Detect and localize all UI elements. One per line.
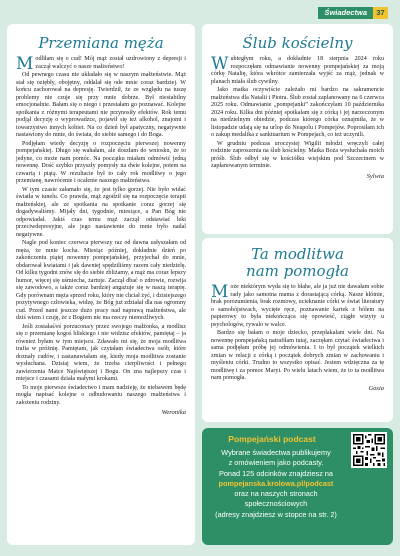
story-title: Przemiana męża <box>38 34 164 52</box>
story-title <box>211 246 384 280</box>
podcast-line: oraz na naszych stronach <box>234 489 318 499</box>
story-signature: Sylwia <box>366 172 384 180</box>
story-paragraph: W grudniu podczas uroczystej Wigilii młodzi wręczyli całej rodzinie zaproszenia na ślub kościelny. Matka Boża wysłuchała moich próśb. Ślub odbył się w kościółku wiejskim pod Szczecinem w zapłanowanym terminie. <box>211 140 384 169</box>
title-line: Ta modlitwa <box>251 245 344 263</box>
story-paragraph: Może niektórym wyda się to błahe, ale ja już nie dawałam sobie rady jako samotna mama z dorastającą córką. Nasze kłótnie, brak porozumienia, brak rozmowy, ucieknanie córki w świat literatury o samobójstwach, wycięte ręce, poznawanie kartek z bólem na papierowy to była niekończąca się opowieść, ciągłe wizyty u psychologów, rywalo w walce. <box>211 282 384 328</box>
story-body <box>16 56 186 407</box>
drop-cap: M <box>211 282 229 302</box>
podcast-text <box>206 448 346 520</box>
podcast-line: społecznościowych <box>244 499 308 509</box>
story-body <box>211 284 384 383</box>
page-number: 37 <box>373 7 388 19</box>
story-signature: Weronika <box>161 409 186 416</box>
podcast-title: Pompejański podcast <box>228 434 316 444</box>
podcast-url-link[interactable]: pompejanska.krolowa.pl/podcast <box>218 478 334 488</box>
story-paragraph: Wubiegłym roku, a dokładnie 18 sierpnia 2024 roku rozpoczęłam odmawianie nowenny pompejańskiej za moją córkę Natalię, która wkrótce zamierzała wyjść za mąż, jednak w planach miała ślub cywilny. <box>211 54 384 85</box>
drop-cap: W <box>211 54 229 74</box>
story-paragraph: Modliłam się o cud! Mój mąż został uzdrowiony z depresji i zaczął walczyć o nasze małżeństwo! <box>16 54 186 74</box>
testimony-card-slub <box>202 24 393 234</box>
qr-code-icon[interactable] <box>351 432 387 468</box>
podcast-line: (adresy znajdziesz w stopce na str. 2) <box>215 509 337 519</box>
story-paragraph: Jako matka oczywiście zależało mi bardzo na sakramencie małżeństwa dla Natalii i Piotra. Ślub został zaplanowany na 6 czerwca 2025 roku. Odmawianie „pompejanki” zakończyłam 10 października 2024 roku. Kilka dni później spotkałam się z córką i jej narzeczonym na niedzielnym obiedzie, podczas którego córka oznajmiła, że w listopadzie udają się na urlop do Neapolu i Pompejów. Poprosiłam ich o zakup medalika z sanktuarium w Pompejach, co też uczynili. <box>211 87 384 138</box>
podcast-line: z omówieniem jako podcasty. <box>228 458 324 468</box>
podcast-line: Ponad 125 odcinków znajdziesz na <box>219 468 333 478</box>
story-paragraph: Podjęłam wtedy decyzję o rozpoczęciu pierwszej nowenny pompejańskiej. Długo się wahałam, ale doszłam do wniosku, że to jedyne, co może nam pomóc. Na początku miałam odmówić jedną nowennę. Dość szybko przyszły pomysły na dwie kolejne, potem na czwartą i piątą. W rezultacie był to cały rok modlitwy o jego przemianę, nawrócenie i ocalenie naszego małżeństwa. <box>16 140 186 184</box>
podcast-box <box>202 428 393 545</box>
testimony-card-przemiana <box>7 24 195 545</box>
story-body <box>211 56 384 171</box>
story-paragraph: To moje pierwsze świadectwo i mam nadzieję, że niebawem będę mogła napisać kolejne o odbudowaniu naszego małżeństwa i założeniu rodziny. <box>16 384 186 406</box>
page-header <box>0 0 400 16</box>
story-paragraph: Nagle pod koniec czerwca pierwszy raz od dawna usłyszałam od męża, że mnie kocha. Miesiąc później, dokładnie dzień po zakończeniu piątej nowenny pompejańskiej, przyjechał do mnie, obdarował kwiatami i jak dawniej spędziliśmy razem cały niedzielę. Od kilku tygodni znów się do siebie zbliżamy, a mąż ma coraz lepszy humor, więcej się uśmiecha, żartuje. Zaczął dbać o zdrowie, rozwija się zawodowo, a także coraz bardziej angażuje się w naszą terapię. Gdy porównam męża sprzed roku, który nie chciał żyć, i dzisiejszego pozytywnego człowieka, widzę, że Bóg już zdziałał dla nas ogromny cud. Przed nami jeszcze dużo pracy nad naprawą małżeństwa, ale dziś wiem i czuję, że z Bogiem nie ma rzeczy niemożliwych. <box>16 240 186 321</box>
story-signature: Gosia <box>368 384 384 392</box>
story-paragraph: W tym czasie załamało się, że jest tylko gorzej. Nie było widać światła w tunelu. Co prawda, mąż zgodził się na rozpoczęcie terapii małżeńskiej, ale ze spotkania na spotkanie coraz gorzej się dogadywaliśmy. Mijały dni, tygodnie, miesiące, a Pan Bóg nie odpowiadał. Jakiś czas temu mąż zaczął odstawiać leki przeciwdepresyjne, ale jego nastawienie do mnie było nadal negatywne. <box>16 186 186 238</box>
testimony-card-modlitwa <box>202 238 393 422</box>
story-paragraph: Bardzo się bałam o moje dziecko, przepłakałam wiele dni. Na nowennę pompejańską natrafiłam tutaj, zaczęłam czytać świadectwa i sama podjęłam próbę jej odmówienia. I to był początek wielkich zmian w relacji z córką i początek dobrych zmian w zachowaniu i myśleniu córki. Trudno to wszystko opisać. Jestem wdzięczna za tę modlitwę i za pomoc Maryi. Po wielu latach wiem, że to ta modlitwa nam pomogła. <box>211 330 384 381</box>
section-label: Świadectwa <box>318 7 373 19</box>
story-paragraph: Od pewnego czasu nie układało się w naszym małżeństwie. Mąż stał się oziębły, obojętny, oddalał się ode mnie coraz bardziej. W końcu zachorował na depresję. Twierdził, że ze względu na tuszę problemy nie czuje się przy mnie dobrze. Był niestabilny emocjonalnie. Bałam się o niego i przestałam go poznawać. Kolejne spotkania z różnymi terapeutami nie przynosiły efektów. Rok temu podjął decyzję o wyprowadzce, pojawił się też alkohol, znajomi i towarzystwo innych kobiet. Na co dzień był apatyczny, negatywnie nastawiony do mnie, do świata, do siebie samego i do Boga. <box>16 72 186 138</box>
story-paragraph: Jeśli zostałaś/eś porzucona/y przez swojego małżonka, a modlisz się o przemianę kogoś bliskiego i nie widzisz efektów, pamiętaj – ja również byłam w tym miejscu. Zdawało mi się, że moja modlitwa trafia w próżnię. Pamiętam, jak czytałam świadectwa osób, które doznały cudów, i zastanawiałam się, kiedy moja modlitwa zostanie wysłuchana. Dzisiaj wiem, że trzeba cierpliwości i pełnego zawierzenia Matce Najświętszej i Bogu. On zna najlepszy czas i miejsce i czasami działa małymi krokami. <box>16 323 186 382</box>
title-line: nam pomogła <box>246 262 349 280</box>
podcast-line: Wybrane świadectwa publikujemy <box>221 448 331 457</box>
story-title: Ślub kościelny <box>242 34 353 52</box>
drop-cap: M <box>16 54 34 74</box>
